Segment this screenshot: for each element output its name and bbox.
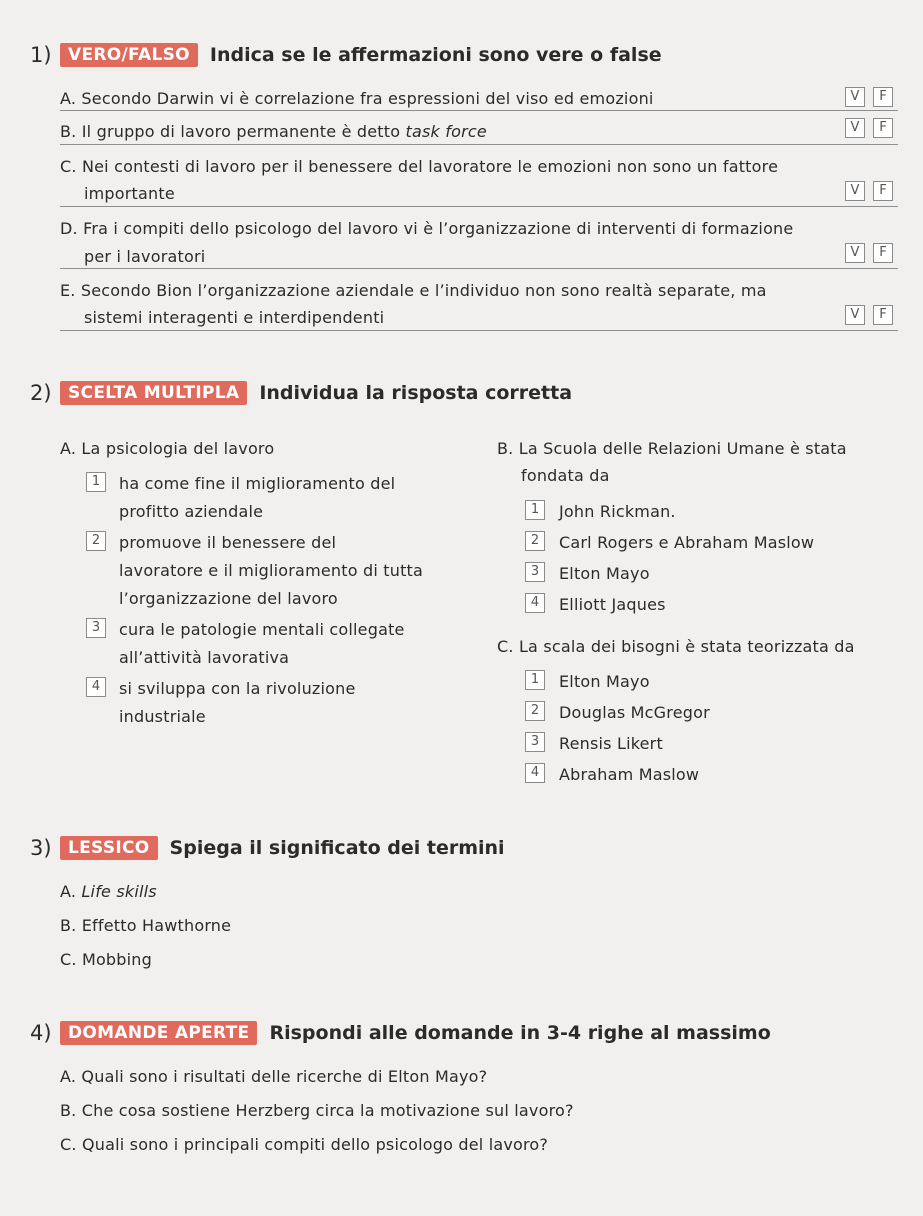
section-number: 4) [30,1021,52,1045]
term-b: B. Effetto Hawthorne [60,916,232,935]
option-number-box[interactable]: 3 [525,562,545,582]
statement-a: A. Secondo Darwin vi è correlazione fra espressioni del viso ed emozioni [60,89,654,108]
statement-c-line1: C. Nei contesti di lavoro per il benessere del lavoratore le emozioni non sono un fattore [60,157,779,176]
divider [60,330,898,331]
option-text: Douglas McGregor [559,703,710,722]
option-text: John Rickman. [559,502,676,521]
true-checkbox-c[interactable]: V [845,181,865,201]
section-title: Rispondi alle domande in 3-4 righe al massimo [269,1022,771,1044]
option-number-box[interactable]: 4 [525,593,545,613]
question-b-line2: fondata da [521,466,610,485]
option-text: industriale [119,707,206,726]
option-text: promuove il benessere del [119,533,337,552]
term-a: A. Life skills [60,882,157,901]
section-title: Indica se le affermazioni sono vere o false [209,44,662,66]
section-tag: SCELTA MULTIPLA [60,381,247,405]
true-checkbox-d[interactable]: V [845,243,865,263]
question-c: C. La scala dei bisogni è stata teorizzata da [497,637,855,656]
option-text: Elliott Jaques [559,595,666,614]
option-number-box[interactable]: 1 [86,472,106,492]
option-text: profitto aziendale [119,502,264,521]
option-text: cura le patologie mentali collegate [119,620,405,639]
statement-b: B. Il gruppo di lavoro permanente è detto task force [60,122,487,141]
true-checkbox-a[interactable]: V [845,87,865,107]
section-tag: LESSICO [60,836,158,860]
divider [60,206,898,207]
section-2-header [30,381,572,405]
open-question-c: C. Quali sono i principali compiti dello psicologo del lavoro? [60,1135,549,1154]
option-number-box[interactable]: 1 [525,670,545,690]
section-tag: DOMANDE APERTE [60,1021,257,1045]
option-text: all’attività lavorativa [119,648,290,667]
false-checkbox-d[interactable]: F [873,243,893,263]
option-text: l’organizzazione del lavoro [119,589,338,608]
false-checkbox-b[interactable]: F [873,118,893,138]
term-c: C. Mobbing [60,950,152,969]
section-3-header [30,836,505,860]
question-b-line1: B. La Scuola delle Relazioni Umane è stata [497,439,847,458]
option-text: ha come fine il miglioramento del [119,474,396,493]
option-number-box[interactable]: 2 [525,531,545,551]
section-title: Individua la risposta corretta [259,382,573,404]
open-question-b: B. Che cosa sostiene Herzberg circa la motivazione sul lavoro? [60,1101,574,1120]
option-text: Carl Rogers e Abraham Maslow [559,533,815,552]
section-title: Spiega il significato dei termini [169,837,505,859]
option-number-box[interactable]: 3 [86,618,106,638]
option-text: lavoratore e il miglioramento di tutta [119,561,424,580]
section-number: 2) [30,381,52,405]
statement-c-line2: importante [84,184,175,203]
statement-d-line1: D. Fra i compiti dello psicologo del lavoro vi è l’organizzazione di interventi di formazione [60,219,794,238]
option-number-box[interactable]: 4 [86,677,106,697]
true-checkbox-b[interactable]: V [845,118,865,138]
true-checkbox-e[interactable]: V [845,305,865,325]
option-text: Abraham Maslow [559,765,700,784]
option-number-box[interactable]: 4 [525,763,545,783]
option-text: Elton Mayo [559,564,650,583]
section-tag: VERO/FALSO [60,43,198,67]
open-question-a: A. Quali sono i risultati delle ricerche di Elton Mayo? [60,1067,488,1086]
option-text: si sviluppa con la rivoluzione [119,679,356,698]
section-number: 3) [30,836,52,860]
section-1-header [30,43,662,67]
false-checkbox-a[interactable]: F [873,87,893,107]
option-number-box[interactable]: 2 [86,531,106,551]
statement-d-line2: per i lavoratori [84,247,206,266]
false-checkbox-c[interactable]: F [873,181,893,201]
option-text: Rensis Likert [559,734,663,753]
statement-e-line2: sistemi interagenti e interdipendenti [84,308,385,327]
option-number-box[interactable]: 1 [525,500,545,520]
false-checkbox-e[interactable]: F [873,305,893,325]
section-number: 1) [30,43,52,67]
option-text: Elton Mayo [559,672,650,691]
option-number-box[interactable]: 3 [525,732,545,752]
option-number-box[interactable]: 2 [525,701,545,721]
statement-e-line1: E. Secondo Bion l’organizzazione aziendale e l’individuo non sono realtà separate, ma [60,281,767,300]
divider [60,268,898,269]
divider [60,110,898,111]
divider [60,144,898,145]
section-4-header [30,1021,771,1045]
question-a: A. La psicologia del lavoro [60,439,275,458]
